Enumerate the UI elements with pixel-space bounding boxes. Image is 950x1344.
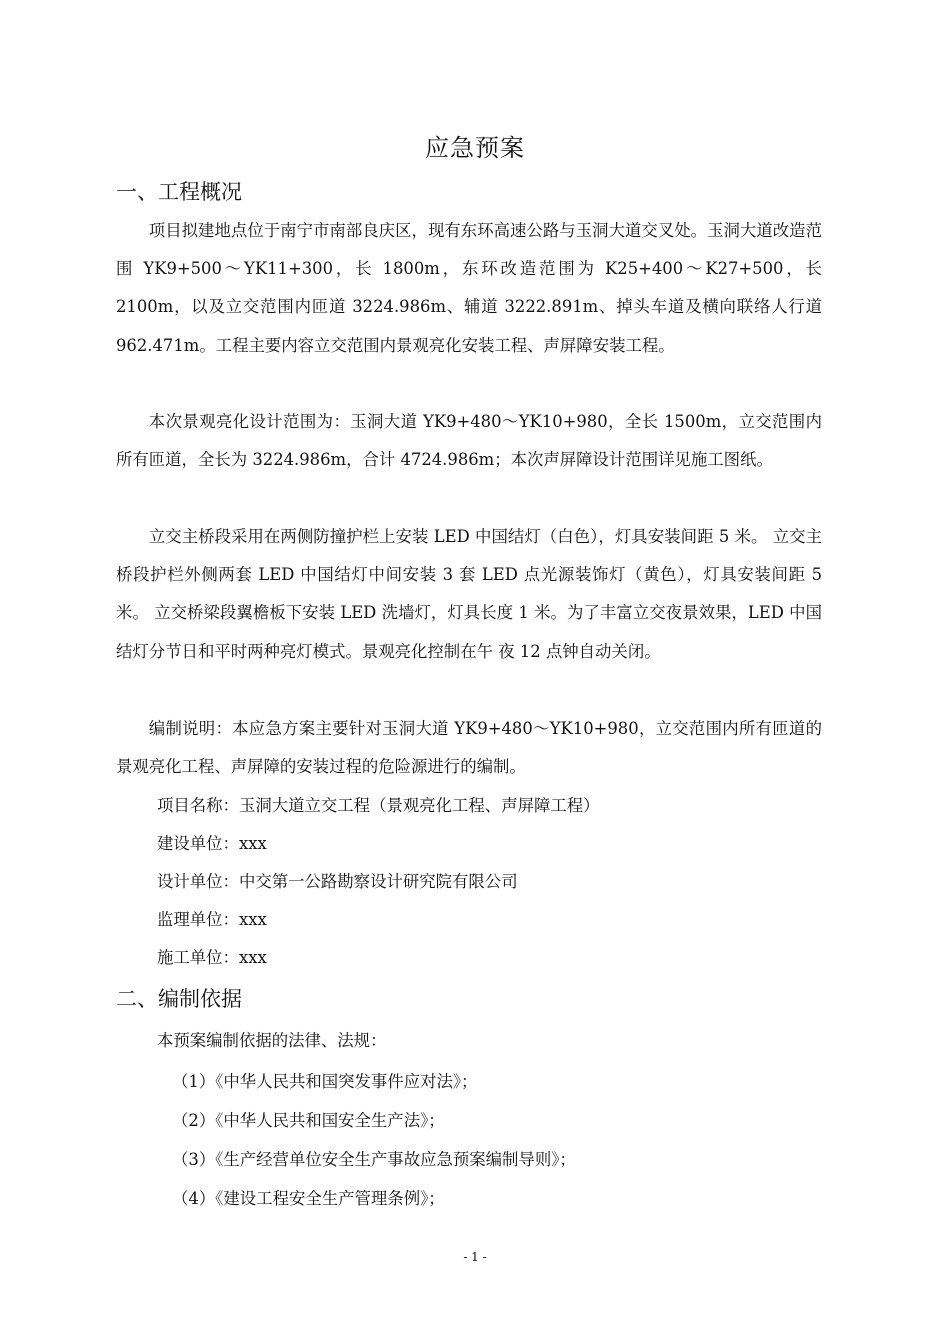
- paragraph-lighting-scope: 本次景观亮化设计范围为：玉洞大道 YK9+480～YK10+980，全长 1500m，立交范围内所有匝道，全长为 3224.986m，合计 4724.986m；本次声屏障设计范围详见施工图纸。: [116, 412, 822, 470]
- reference-item: （1）《中华人民共和国突发事件应对法》；: [172, 1072, 478, 1091]
- reference-item: （4）《建设工程安全生产管理条例》；: [172, 1189, 445, 1208]
- project-name: 项目名称：玉洞大道立交工程（景观亮化工程、声屏障工程）: [157, 796, 600, 815]
- reference-item: （3）《生产经营单位安全生产事故应急预案编制导则》；: [172, 1150, 576, 1169]
- paragraph-overview: 项目拟建地点位于南宁市南部良庆区，现有东环高速公路与玉洞大道交叉处。玉洞大道改造范围 YK9+500～YK11+300，长 1800m，东环改造范围为 K25+400～K27+500，长 2100m，以及立交范围内匝道 3224.986m、辅道 3222.891m、掉头车道及横向联络人行道 962.471m。工程主要内容立交范围内景观亮化安装工程、声屏障安装工程。: [116, 221, 822, 355]
- supervision-unit: 监理单位：xxx: [157, 910, 267, 929]
- section-heading-basis: 二、编制依据: [116, 987, 242, 1011]
- basis-intro: 本预案编制依据的法律、法规：: [157, 1031, 387, 1050]
- paragraph-lighting-details: 立交主桥段采用在两侧防撞护栏上安装 LED 中国结灯（白色），灯具安装间距 5 米。 立交主桥段护栏外侧两套 LED 中国结灯中间安装 3 套 LED 点光源装饰灯（黄色），灯具安装间距 5 米。 立交桥梁段翼檐板下安装 LED 洗墙灯，灯具长度 1 米。为了丰富立交夜景效果，LED 中国结灯分节日和平时两种亮灯模式。景观亮化控制在午 夜 12 点钟自动关闭。: [116, 527, 822, 661]
- construction-unit: 施工单位：xxx: [157, 948, 267, 967]
- reference-item: （2）《中华人民共和国安全生产法》；: [172, 1111, 445, 1130]
- paragraph-compilation-note: 编制说明：本应急方案主要针对玉洞大道 YK9+480～YK10+980，立交范围内所有匝道的景观亮化工程、声屏障的安装过程的危险源进行的编制。: [116, 719, 822, 777]
- builder-unit: 建设单位：xxx: [157, 834, 267, 853]
- page-title: 应急预案: [425, 134, 525, 162]
- page-number: - 1 -: [463, 1250, 487, 1264]
- design-unit: 设计单位：中交第一公路勘察设计研究院有限公司: [157, 872, 518, 891]
- section-heading-overview: 一、工程概况: [116, 180, 242, 204]
